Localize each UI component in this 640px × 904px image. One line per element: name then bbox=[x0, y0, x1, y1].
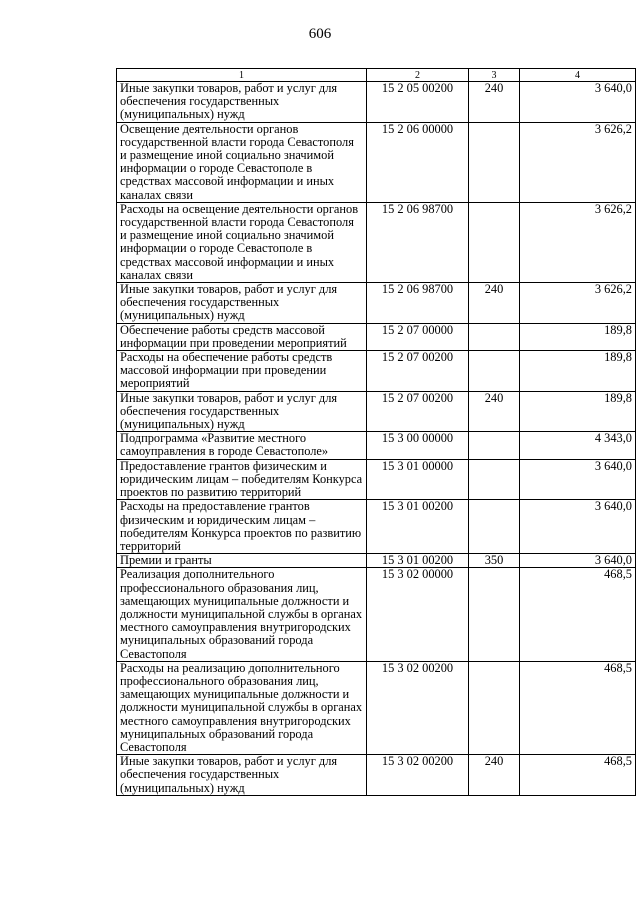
row-type bbox=[469, 661, 520, 754]
row-name: Подпрограмма «Развитие местного самоуправления в городе Севастополе» bbox=[117, 432, 367, 459]
row-code: 15 3 02 00000 bbox=[367, 568, 469, 661]
table-row bbox=[117, 755, 636, 796]
row-code: 15 2 06 98700 bbox=[367, 283, 469, 324]
row-type: 240 bbox=[469, 283, 520, 324]
row-amount: 468,5 bbox=[520, 661, 636, 754]
table-header-row bbox=[117, 69, 636, 82]
page-number: 606 bbox=[308, 26, 332, 42]
row-amount: 468,5 bbox=[520, 568, 636, 661]
row-code: 15 3 02 00200 bbox=[367, 755, 469, 796]
row-amount: 189,8 bbox=[520, 351, 636, 392]
row-name: Премии и гранты bbox=[117, 554, 367, 568]
row-amount: 3 640,0 bbox=[520, 459, 636, 500]
row-name: Реализация дополнительного профессионального образования лиц, замещающих муниципальные должности и должности муниципальной службы в органах местного самоуправления внутригородских муниципальных образований города Севастополя bbox=[117, 568, 367, 661]
table-row bbox=[117, 351, 636, 392]
header-col-1: 1 bbox=[117, 69, 367, 82]
table-row bbox=[117, 500, 636, 554]
row-name: Предоставление грантов физическим и юридическим лицам – победителям Конкурса проектов по развитию территорий bbox=[117, 459, 367, 500]
row-name: Расходы на освещение деятельности органов государственной власти города Севастополя и размещение иной социально значимой информации о городе Севастополе в средствах массовой информации и иных каналах связи bbox=[117, 202, 367, 282]
row-amount: 3 626,2 bbox=[520, 202, 636, 282]
header-col-4: 4 bbox=[520, 69, 636, 82]
row-name: Иные закупки товаров, работ и услуг для обеспечения государственных (муниципальных) нужд bbox=[117, 755, 367, 796]
row-name: Иные закупки товаров, работ и услуг для обеспечения государственных (муниципальных) нужд bbox=[117, 82, 367, 123]
row-name: Обеспечение работы средств массовой информации при проведении мероприятий bbox=[117, 323, 367, 350]
row-amount: 3 640,0 bbox=[520, 554, 636, 568]
row-type bbox=[469, 122, 520, 202]
header-col-3: 3 bbox=[469, 69, 520, 82]
budget-table bbox=[116, 68, 636, 796]
row-name: Иные закупки товаров, работ и услуг для обеспечения государственных (муниципальных) нужд bbox=[117, 283, 367, 324]
row-type: 240 bbox=[469, 82, 520, 123]
row-type bbox=[469, 500, 520, 554]
row-type bbox=[469, 351, 520, 392]
table-row bbox=[117, 82, 636, 123]
row-name: Освещение деятельности органов государственной власти города Севастополя и размещение иной социально значимой информации о городе Севастополе в средствах массовой информации и иных каналах связи bbox=[117, 122, 367, 202]
row-type: 350 bbox=[469, 554, 520, 568]
row-code: 15 3 02 00200 bbox=[367, 661, 469, 754]
row-amount: 3 640,0 bbox=[520, 82, 636, 123]
table-row bbox=[117, 202, 636, 282]
row-amount: 4 343,0 bbox=[520, 432, 636, 459]
row-code: 15 2 07 00200 bbox=[367, 351, 469, 392]
row-code: 15 3 01 00000 bbox=[367, 459, 469, 500]
row-code: 15 2 05 00200 bbox=[367, 82, 469, 123]
row-name: Расходы на реализацию дополнительного профессионального образования лиц, замещающих муниципальные должности и должности муниципальной службы в органах местного самоуправления внутригородских муниципальных образований города Севастополя bbox=[117, 661, 367, 754]
row-type: 240 bbox=[469, 755, 520, 796]
table-row bbox=[117, 122, 636, 202]
row-amount: 3 640,0 bbox=[520, 500, 636, 554]
row-type bbox=[469, 432, 520, 459]
table-row bbox=[117, 432, 636, 459]
row-code: 15 2 06 00000 bbox=[367, 122, 469, 202]
row-code: 15 2 07 00000 bbox=[367, 323, 469, 350]
row-code: 15 3 01 00200 bbox=[367, 554, 469, 568]
row-amount: 3 626,2 bbox=[520, 283, 636, 324]
table-row bbox=[117, 459, 636, 500]
table-row bbox=[117, 661, 636, 754]
row-amount: 3 626,2 bbox=[520, 122, 636, 202]
row-type bbox=[469, 202, 520, 282]
table-row bbox=[117, 554, 636, 568]
table-row bbox=[117, 391, 636, 432]
row-type bbox=[469, 459, 520, 500]
row-type: 240 bbox=[469, 391, 520, 432]
row-type bbox=[469, 568, 520, 661]
row-name: Иные закупки товаров, работ и услуг для обеспечения государственных (муниципальных) нужд bbox=[117, 391, 367, 432]
row-name: Расходы на обеспечение работы средств массовой информации при проведении мероприятий bbox=[117, 351, 367, 392]
row-amount: 189,8 bbox=[520, 323, 636, 350]
header-col-2: 2 bbox=[367, 69, 469, 82]
row-amount: 189,8 bbox=[520, 391, 636, 432]
table-row bbox=[117, 323, 636, 350]
row-code: 15 2 06 98700 bbox=[367, 202, 469, 282]
row-name: Расходы на предоставление грантов физическим и юридическим лицам – победителям Конкурса проектов по развитию территорий bbox=[117, 500, 367, 554]
row-code: 15 3 00 00000 bbox=[367, 432, 469, 459]
row-code: 15 2 07 00200 bbox=[367, 391, 469, 432]
row-type bbox=[469, 323, 520, 350]
row-code: 15 3 01 00200 bbox=[367, 500, 469, 554]
table-row bbox=[117, 283, 636, 324]
row-amount: 468,5 bbox=[520, 755, 636, 796]
table-row bbox=[117, 568, 636, 661]
